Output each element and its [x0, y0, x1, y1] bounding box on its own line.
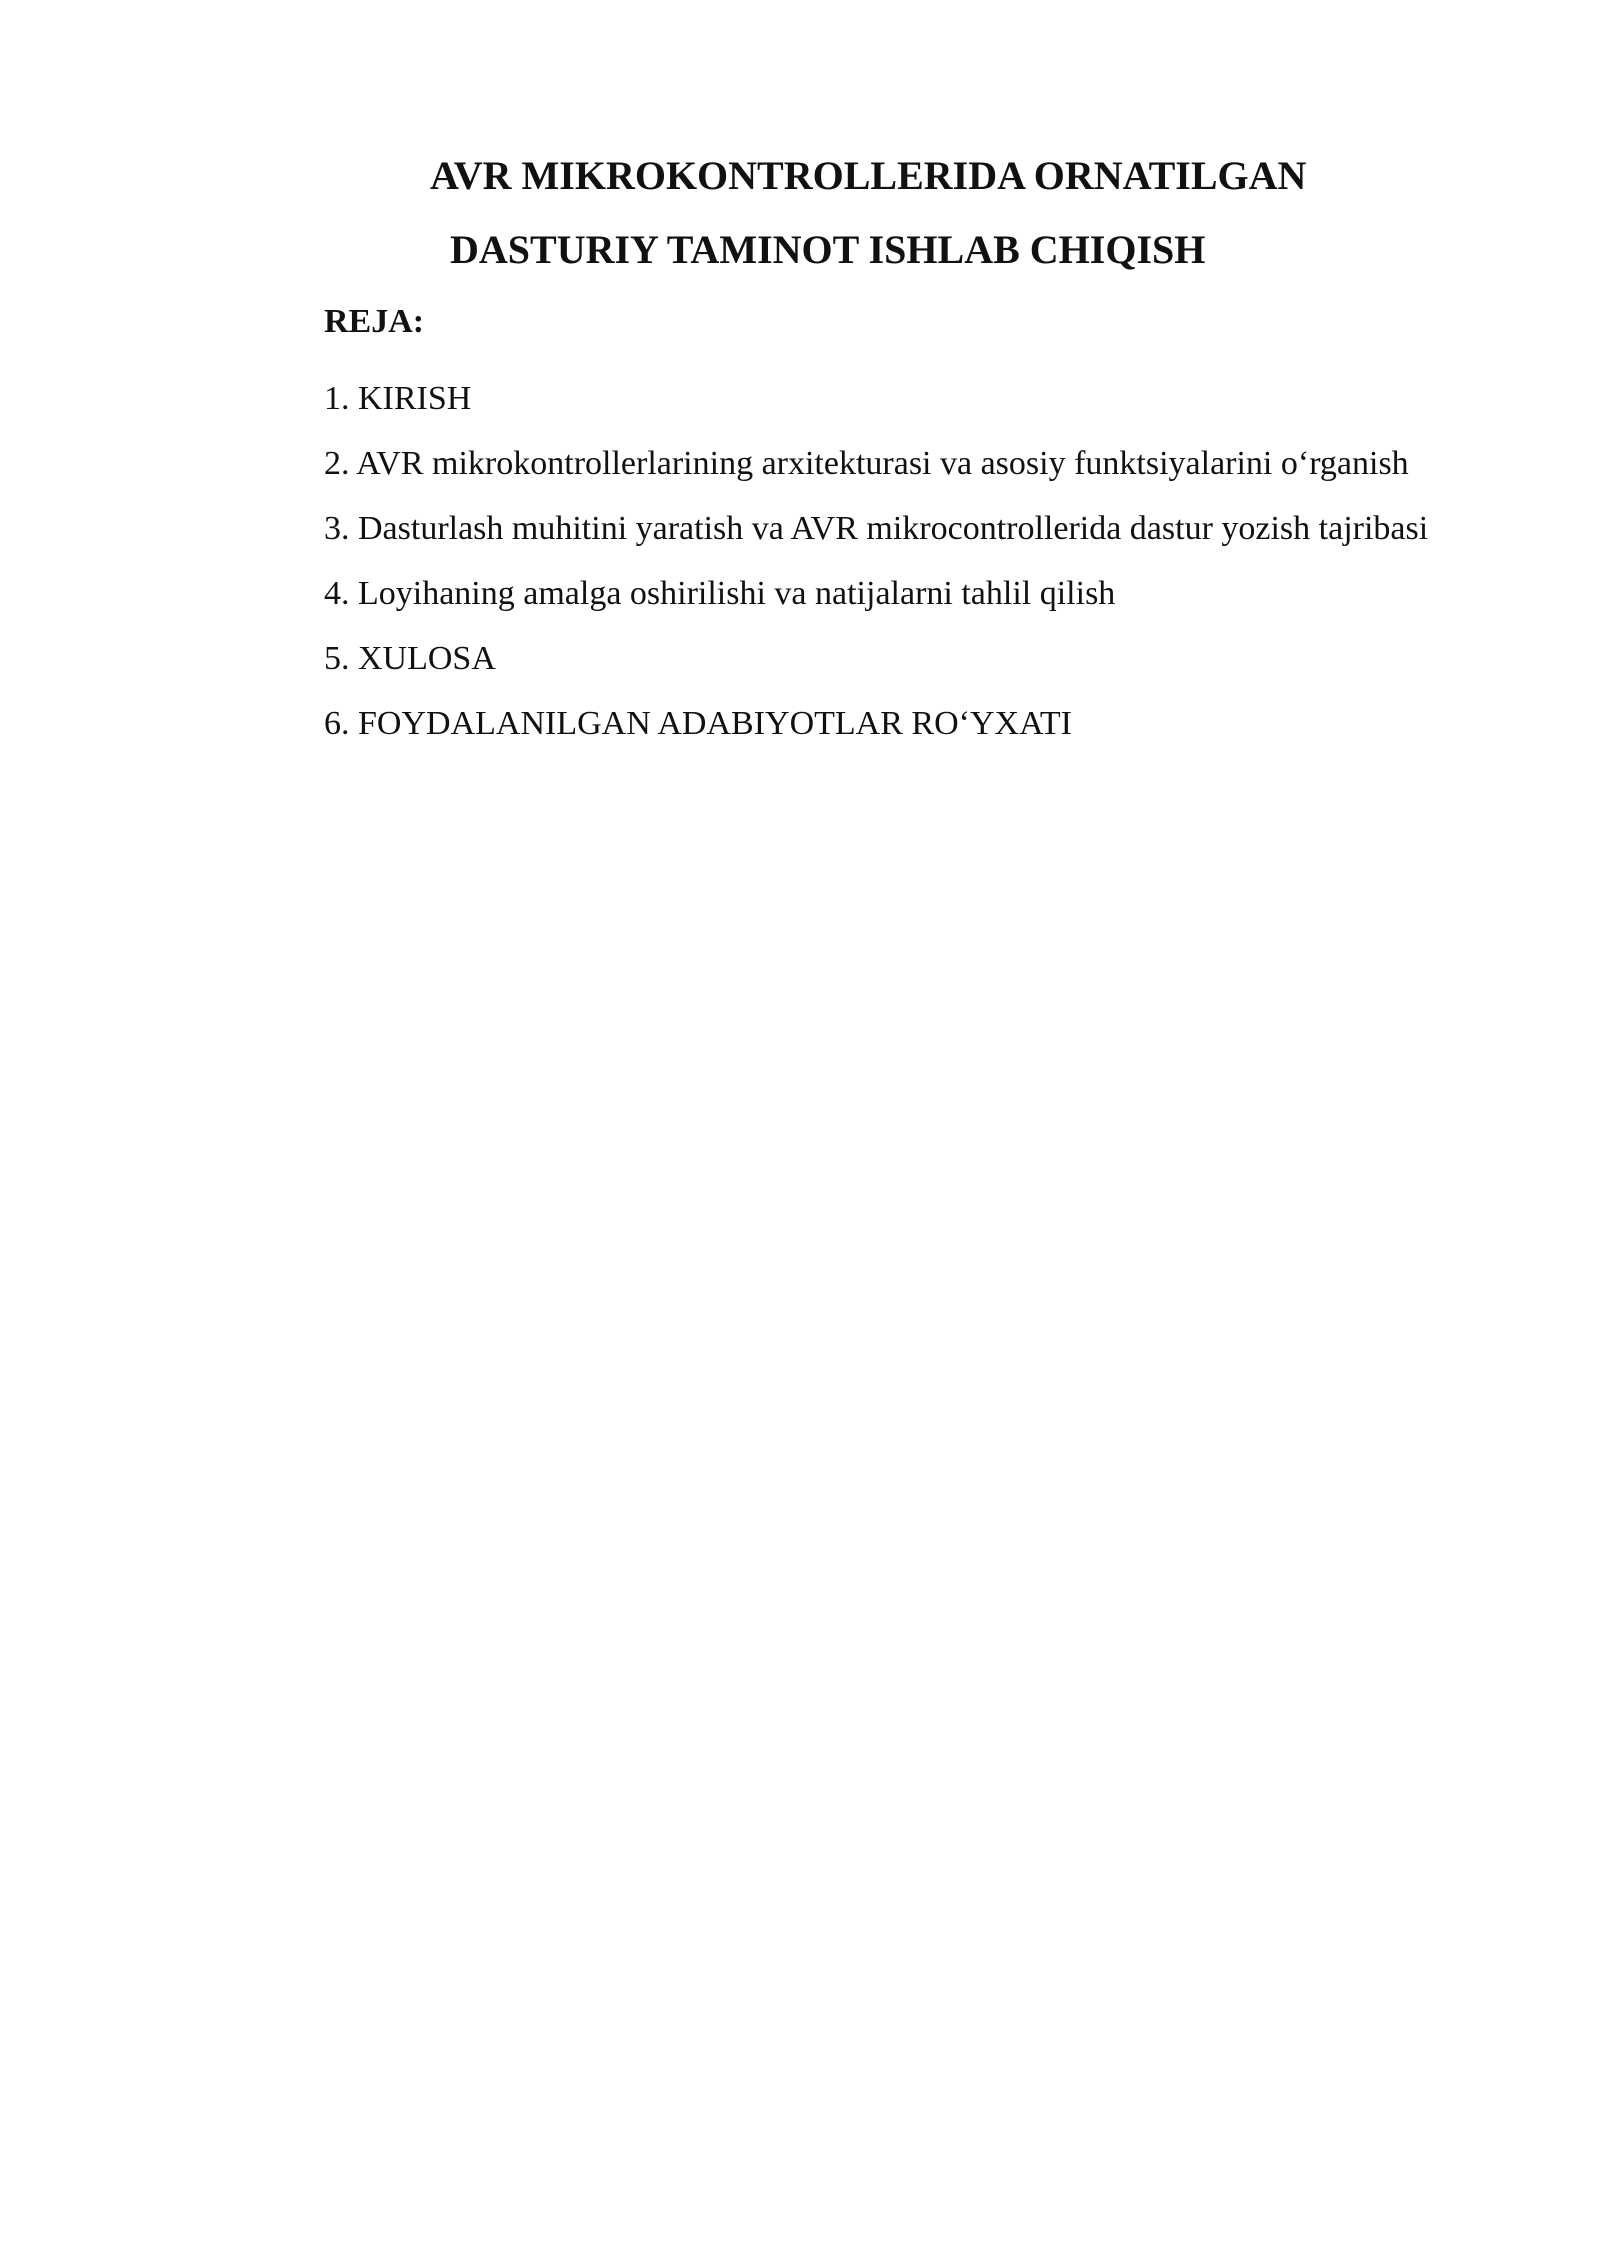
document-title-line-2: DASTURIY TAMINOT ISHLAB CHIQISH [450, 227, 1206, 272]
document-title-line-1: AVR MIKROKONTROLLERIDA ORNATILGAN [430, 153, 1307, 198]
plan-item-introduction: 1. KIRISH [324, 380, 472, 417]
plan-item-references: 6. FOYDALANILGAN ADABIYOTLAR RO‘YXATI [324, 705, 1072, 742]
plan-item-avr-architecture: 2. AVR mikrokontrollerlarining arxitekturasi va asosiy funktsiyalarini o‘rganish [324, 445, 1409, 482]
plan-list [228, 366, 1485, 756]
plan-heading: REJA: [324, 303, 425, 340]
plan-item-programming-environment: 3. Dasturlash muhitini yaratish va AVR mikrocontrollerida dastur yozish tajribasi [324, 510, 1429, 547]
plan-item-project-implementation: 4. Loyihaning amalga oshirilishi va natijalarni tahlil qilish [324, 575, 1116, 612]
plan-item-conclusion: 5. XULOSA [324, 640, 496, 677]
